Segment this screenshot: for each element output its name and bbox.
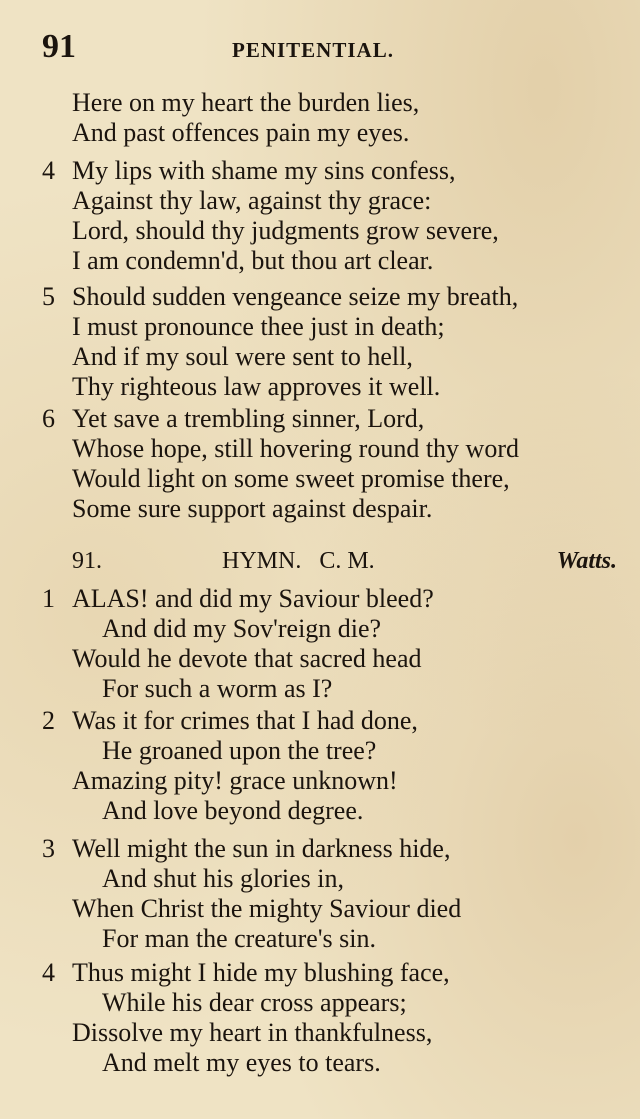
page-header: [42, 28, 602, 68]
verse-line: 6 Yet save a trembling sinner, Lord,: [42, 404, 425, 433]
verse-line: Lord, should thy judgments grow severe,: [72, 216, 499, 245]
prev-stanza-continued: [42, 88, 622, 148]
verse-line: 1 ALAS! and did my Saviour bleed?: [42, 584, 434, 613]
stanza-number: 6: [42, 404, 55, 433]
verse-line: 4 My lips with shame my sins confess,: [42, 156, 456, 185]
verse-line: Would he devote that sacred head: [72, 644, 422, 673]
hymn-stanza-3: [42, 834, 622, 954]
page-number: 91: [42, 28, 76, 65]
verse-line: I am condemn'd, but thou art clear.: [72, 246, 434, 275]
verse-line: He groaned upon the tree?: [102, 736, 377, 765]
verse-line: And love beyond degree.: [102, 796, 364, 825]
verse-line: And did my Sov'reign die?: [102, 614, 382, 643]
verse-line: 3 Well might the sun in darkness hide,: [42, 834, 451, 863]
verse-line: Some sure support against despair.: [72, 494, 433, 523]
verse-line: 5 Should sudden vengeance seize my breath,: [42, 282, 519, 311]
running-title: PENITENTIAL.: [232, 38, 394, 62]
stanza-number: 1: [42, 584, 55, 613]
verse-line: Whose hope, still hovering round thy word: [72, 434, 519, 463]
hymn-stanza-1: [42, 584, 622, 704]
verse-line: And if my soul were sent to hell,: [72, 342, 413, 371]
hymn-heading: [72, 544, 617, 578]
stanza-number: 4: [42, 958, 55, 987]
hymn-stanza-2: [42, 706, 622, 826]
verse-line: And melt my eyes to tears.: [102, 1048, 381, 1077]
verse-line: 4 Thus might I hide my blushing face,: [42, 958, 450, 987]
verse-line: Against thy law, against thy grace:: [72, 186, 432, 215]
verse-line: I must pronounce thee just in death;: [72, 312, 445, 341]
verse-line: For such a worm as I?: [102, 674, 333, 703]
hymn-meter: HYMN. C. M.: [222, 548, 375, 574]
stanza-number: 5: [42, 282, 55, 311]
stanza-number: 3: [42, 834, 55, 863]
verse-line: Thy righteous law approves it well.: [72, 372, 441, 401]
stanza-number: 2: [42, 706, 55, 735]
verse-line: Would light on some sweet promise there,: [72, 464, 510, 493]
hymn-number: 91.: [72, 548, 102, 574]
hymn-author: Watts.: [556, 548, 617, 574]
verse-line: For man the creature's sin.: [102, 924, 376, 953]
verse-line: While his dear cross appears;: [102, 988, 407, 1017]
verse-line: And past offences pain my eyes.: [72, 118, 410, 147]
verse-line: And shut his glories in,: [102, 864, 344, 893]
prev-stanza-5: [42, 282, 622, 402]
hymn-stanza-4: [42, 958, 622, 1078]
verse-line: 2 Was it for crimes that I had done,: [42, 706, 418, 735]
prev-stanza-4: [42, 156, 622, 276]
verse-line: Dissolve my heart in thankfulness,: [72, 1018, 433, 1047]
verse-line: Here on my heart the burden lies,: [72, 88, 420, 117]
prev-stanza-6: [42, 404, 622, 524]
verse-line: When Christ the mighty Saviour died: [72, 894, 462, 923]
verse-line: Amazing pity! grace unknown!: [72, 766, 398, 795]
stanza-number: 4: [42, 156, 55, 185]
